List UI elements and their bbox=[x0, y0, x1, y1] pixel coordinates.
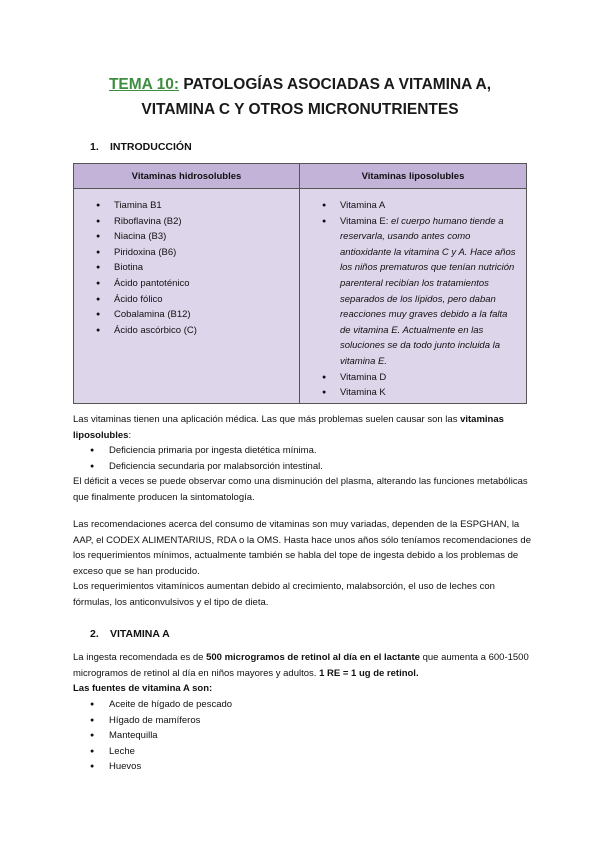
section-heading-vitamin-a bbox=[90, 628, 170, 640]
page-title-line2: VITAMINA C Y OTROS MICRONUTRIENTES bbox=[141, 101, 459, 118]
list-item: ● Ácido pantoténico bbox=[74, 276, 299, 292]
bold-text: 1 RE = 1 ug de retinol. bbox=[319, 667, 419, 679]
list-item: ● Piridoxina (B6) bbox=[74, 245, 299, 261]
list-item: ● Aceite de hígado de pescado bbox=[73, 697, 232, 713]
vitamin-a-paragraph bbox=[73, 650, 533, 697]
list-item: ● Vitamina A bbox=[300, 198, 520, 214]
intro-paragraph-2: El déficit a veces se puede observar como una disminución del plasma, alterando las funciones metabólicas que finalmente producen la sintomatología. bbox=[73, 476, 528, 503]
list-item: ● Vitamina D bbox=[300, 370, 520, 386]
intro-paragraph-4: Los requerimientos vitamínicos aumentan debido al crecimiento, malabsorción, el uso de leches con fórmulas, los anticonvulsivos y el tipo de dieta. bbox=[73, 581, 495, 608]
sources-list bbox=[73, 697, 232, 775]
list-item: ● Vitamina K bbox=[300, 385, 520, 401]
col-header-hidrosolubles: Vitaminas hidrosolubles bbox=[74, 164, 300, 189]
text: que aumenta a 600-1500 microgramos de retinol al día en niños mayores y adultos. bbox=[73, 652, 529, 679]
tema-label: TEMA 10: bbox=[108, 76, 180, 93]
section-title: INTRODUCCIÓN bbox=[110, 141, 192, 153]
list-item: ● Deficiencia primaria por ingesta dietética mínima. bbox=[73, 443, 323, 459]
list-item: ● Hígado de mamíferos bbox=[73, 713, 232, 729]
list-item: ● Tiamina B1 bbox=[74, 198, 299, 214]
intro-paragraph-3: Las recomendaciones acerca del consumo de vitaminas son muy variadas, dependen de la ESPGHAN, la AAP, el CODEX ALIMENTARIUS, RDA o la OMS. Hasta hace unos años sólo teníamos recomendaciones de los requerimientos mínimos, actualmente también se habla del tope de ingesta debido a los problemas de exceso que se han producido. bbox=[73, 519, 531, 577]
section-number: 2. bbox=[90, 628, 99, 640]
vitamin-e-label: Vitamina E: bbox=[340, 215, 392, 227]
bold-text: vitaminas liposolubles bbox=[73, 414, 504, 441]
section-heading-intro bbox=[90, 141, 192, 153]
col-header-liposolubles: Vitaminas liposolubles bbox=[300, 164, 527, 189]
hidro-cell bbox=[74, 189, 300, 404]
list-item: ● Mantequilla bbox=[73, 728, 232, 744]
bold-text: Las fuentes de vitamina A son: bbox=[73, 683, 213, 695]
list-item: ● Ácido fólico bbox=[74, 292, 299, 308]
list-item: ● Deficiencia secundaria por malabsorción intestinal. bbox=[73, 459, 323, 475]
deficiency-list bbox=[73, 443, 323, 474]
list-item: ● Cobalamina (B12) bbox=[74, 307, 299, 323]
section-number: 1. bbox=[90, 141, 99, 153]
vitamins-table bbox=[73, 163, 527, 404]
list-item: ● Riboflavina (B2) bbox=[74, 214, 299, 230]
lipo-list bbox=[300, 198, 526, 401]
list-item: ● Ácido ascórbico (C) bbox=[74, 323, 299, 339]
text: La ingesta recomendada es de bbox=[73, 652, 207, 663]
list-item: ● Huevos bbox=[73, 759, 232, 775]
title-text-1: PATOLOGÍAS ASOCIADAS A VITAMINA A, bbox=[179, 76, 492, 93]
lipo-cell bbox=[300, 189, 527, 404]
text: Las vitaminas tienen una aplicación médica. Las que más problemas suelen causar son las bbox=[73, 414, 461, 425]
list-item: ● Leche bbox=[73, 744, 232, 760]
list-item-vitamin-e bbox=[300, 214, 520, 370]
text: : bbox=[128, 429, 132, 441]
page-title-line1 bbox=[0, 74, 600, 96]
hidro-list bbox=[74, 198, 299, 338]
vitamin-e-note: el cuerpo humano tiende a reservarla, usando antes como antioxidante la vitamina C y A. Hace años los niños prematuros que tenían nutrición parenteral recibían los tratamientos separados de los lípidos, pero daban reacciones muy graves debido a la falta de vitamina E. Actualmente en las soluciones se da todo junto incluida la vitamina E. bbox=[340, 215, 516, 367]
section-title: VITAMINA A bbox=[110, 628, 170, 640]
list-item: ● Niacina (B3) bbox=[74, 229, 299, 245]
intro-paragraph-1 bbox=[73, 412, 533, 443]
bold-text: 500 microgramos de retinol al día en el lactante bbox=[206, 652, 420, 663]
list-item: ● Biotina bbox=[74, 260, 299, 276]
